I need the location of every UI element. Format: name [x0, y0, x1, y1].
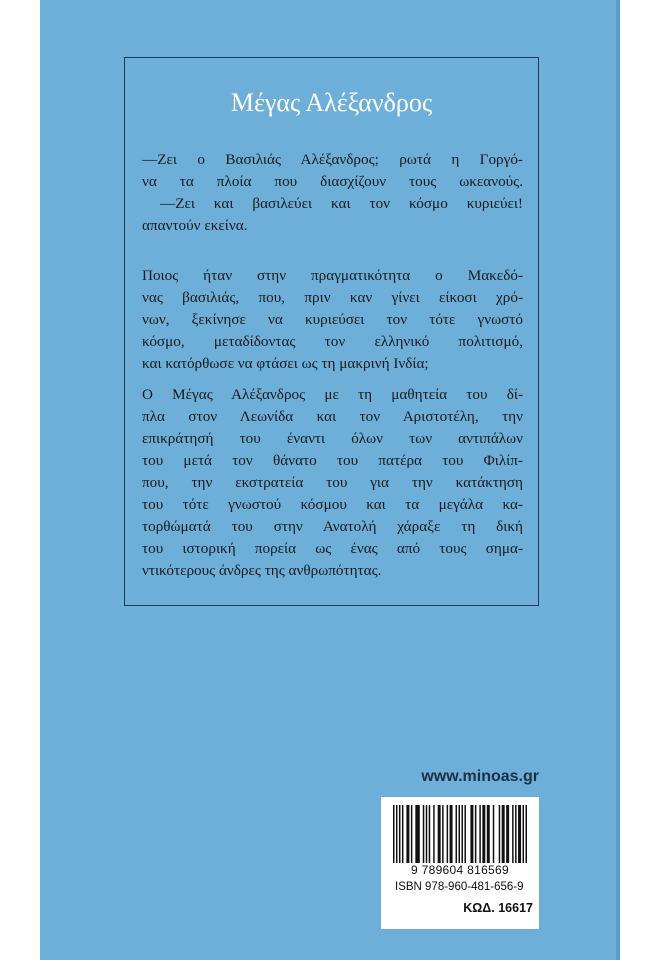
barcode-bar: [506, 805, 509, 863]
blurb-line: ντικότερους άνδρες της ανθρωπότητας.: [142, 562, 382, 579]
barcode-bar: [470, 805, 473, 863]
blurb-paragraph-question: [142, 265, 523, 375]
barcode-bar: [475, 805, 476, 863]
barcode-bar: [429, 805, 430, 863]
barcode-bar: [411, 805, 412, 863]
blurb-line: —Ζει και βασιλεύει και τον κόσμο κυριεύει!: [160, 195, 523, 212]
book-title: Μέγας Αλέξανδρος: [230, 88, 433, 117]
product-code: ΚΩΔ. 16617: [463, 901, 533, 915]
barcode-bars: [393, 805, 527, 863]
cover-edge: [616, 0, 620, 960]
barcode-bar: [493, 805, 494, 863]
barcode-bar: [450, 805, 453, 863]
barcode-bar: [433, 805, 434, 863]
blurb-line: και κατόρθωσε να φτάσει ως τη μακρινή Ινδία;: [142, 355, 429, 372]
barcode-bar: [399, 805, 400, 863]
isbn-number: ISBN 978-960-481-656-9: [395, 881, 524, 893]
blurb-line: του ιστορική πορεία ως ένας από τους σημα-: [142, 540, 523, 557]
barcode-bar: [518, 805, 521, 863]
blurb-paragraph-summary: [142, 384, 523, 582]
barcode-bar: [442, 805, 443, 863]
blurb-line: του μετά τον θάνατο του πατέρα του Φιλίπ-: [142, 452, 523, 469]
blurb-line: νας βασιλιάς, που, πριν καν γίνει είκοσι χρό-: [142, 289, 523, 306]
blurb-line: —Ζει ο Βασιλιάς Αλέξανδρος; ρωτά η Γοργό-: [142, 151, 523, 168]
blurb-line: απαντούν εκείνα.: [142, 217, 248, 234]
barcode-bar: [426, 805, 427, 863]
barcode-bar: [415, 805, 419, 863]
barcode-bar: [526, 805, 527, 863]
publisher-url: www.minoas.gr: [421, 768, 539, 785]
blurb-line: επικράτησή του έναντι όλων των αντιπάλων: [142, 430, 523, 447]
blurb-line: Ο Μέγας Αλέξανδρος με τη μαθητεία του δί-: [142, 386, 523, 403]
barcode-bar: [423, 805, 424, 863]
barcode-bar: [396, 805, 397, 863]
blurb-line: τορθώματά του στην Ανατολή χάραξε τη δική: [142, 518, 523, 535]
barcode-bar: [464, 805, 465, 863]
barcode-bar: [406, 805, 409, 863]
barcode-bar: [499, 805, 500, 863]
blurb-paragraph-dialogue: [142, 149, 523, 237]
barcode-bar: [479, 805, 480, 863]
blurb-line: κόσμο, μεταδίδοντας τον ελληνικό πολιτισμό,: [142, 333, 523, 350]
blurb-line: πλα στον Λεωνίδα και τον Αριστοτέλη, την: [142, 408, 523, 425]
barcode-bar: [402, 805, 403, 863]
barcode-bar: [523, 805, 524, 863]
blurb-line: που, την εκστρατεία του για την κατάκτηση: [142, 474, 523, 491]
barcode-bar: [482, 805, 485, 863]
barcode-bar: [447, 805, 448, 863]
blurb-line: Ποιος ήταν στην πραγματικότητα ο Μακεδό-: [142, 267, 523, 284]
barcode-bar: [512, 805, 513, 863]
barcode-panel: [381, 797, 539, 929]
barcode-bar: [459, 805, 460, 863]
barcode-bar: [438, 805, 441, 863]
barcode-digits: 9 789604 816569: [411, 863, 509, 877]
blurb-line: να τα πλοία που διασχίζουν τους ωκεανούς.: [142, 173, 523, 190]
barcode-bar: [393, 805, 394, 863]
barcode-bar: [487, 805, 490, 863]
barcode-bar: [456, 805, 457, 863]
blurb-line: του τότε γνωστού κόσμου και τα μεγάλα κα-: [142, 496, 523, 513]
barcode-bar: [502, 805, 505, 863]
barcode-bar: [461, 805, 462, 863]
barcode-bar: [515, 805, 516, 863]
blurb-line: νων, ξεκίνησε να κυριεύσει τον τότε γνωστό: [142, 311, 523, 328]
